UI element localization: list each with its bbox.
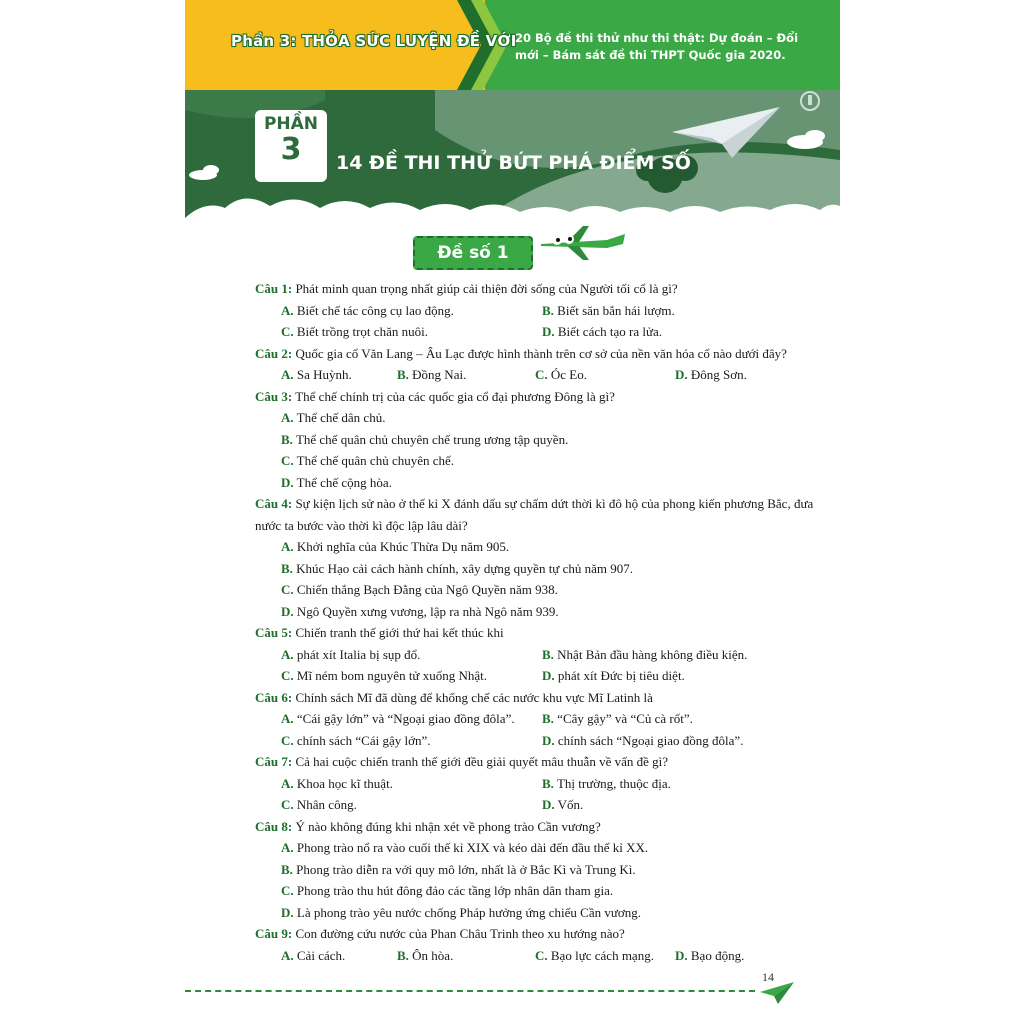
option-text: Óc Eo. xyxy=(550,367,587,382)
option-text: Ôn hòa. xyxy=(412,947,454,963)
option-text: Bạo lực cách mạng. xyxy=(550,947,654,963)
answer-option xyxy=(255,665,535,687)
option-text: Nhân công. xyxy=(296,797,357,812)
option-key: B. xyxy=(397,947,409,963)
option-key: A. xyxy=(281,367,294,382)
question-stem xyxy=(255,493,815,536)
option-text: Khoa học kĩ thuật. xyxy=(296,775,393,791)
option-text: Nhật Bản đầu hàng không điều kiện. xyxy=(557,646,748,662)
option-row xyxy=(255,601,815,623)
option-row xyxy=(255,321,815,343)
question-label: Câu 3: xyxy=(255,388,293,404)
question-item xyxy=(255,816,815,924)
answer-option xyxy=(255,837,648,859)
option-key: B. xyxy=(542,711,554,726)
option-key: B. xyxy=(542,646,554,662)
option-text: Cải cách. xyxy=(296,947,346,963)
answer-option xyxy=(255,321,535,343)
option-key: C. xyxy=(281,732,294,748)
question-label: Câu 2: xyxy=(255,345,293,361)
option-key: B. xyxy=(281,861,293,877)
question-text: Quốc gia cổ Văn Lang – Âu Lạc được hình thành trên cơ sở của nền văn hóa cổ nào dưới đây? xyxy=(295,345,787,361)
option-key: D. xyxy=(542,797,555,812)
question-label: Câu 7: xyxy=(255,754,293,769)
option-key: D. xyxy=(281,904,294,920)
option-key: D. xyxy=(675,367,688,382)
option-row xyxy=(255,880,815,902)
option-key: C. xyxy=(281,797,294,812)
question-item xyxy=(255,278,815,343)
question-stem xyxy=(255,687,815,709)
answer-option xyxy=(255,859,636,881)
option-key: B. xyxy=(281,431,293,447)
book-page xyxy=(185,0,840,1024)
option-key: A. xyxy=(281,840,294,855)
question-stem xyxy=(255,816,815,838)
question-stem xyxy=(255,343,815,365)
option-key: A. xyxy=(281,947,294,963)
option-row xyxy=(255,644,815,666)
footer-dashed-line xyxy=(185,990,755,992)
question-text: Sự kiện lịch sử nào ở thế kỉ X đánh dấu sự chấm dứt thời kì đô hộ của phong kiến phương Bắc, đưa nước ta bước vào thời kì độc lập lâu dài? xyxy=(255,496,814,533)
answer-option xyxy=(255,708,535,730)
page-number: 14 xyxy=(762,970,774,984)
option-text: Phong trào nổ ra vào cuối thế kỉ XIX và kéo dài đến đầu thế kỉ XX. xyxy=(296,840,649,855)
question-list xyxy=(255,278,815,966)
answer-option xyxy=(255,429,568,451)
option-row xyxy=(255,837,815,859)
answer-option xyxy=(255,579,558,601)
option-text: Biết chế tác công cụ lao động. xyxy=(296,302,454,318)
option-key: C. xyxy=(281,668,294,683)
answer-option xyxy=(255,300,535,322)
question-text: Phát minh quan trọng nhất giúp cải thiện đời sống của Người tối cổ là gì? xyxy=(295,281,678,296)
hero-title: 14 ĐỀ THI THỬ BỨT PHÁ ĐIỂM SỐ xyxy=(336,152,691,174)
option-row xyxy=(255,945,815,967)
option-key: A. xyxy=(281,646,294,662)
option-text: Thể chế cộng hòa. xyxy=(296,474,392,490)
answer-option xyxy=(255,945,395,967)
question-item xyxy=(255,493,815,622)
option-text: Thể chế dân chủ. xyxy=(296,410,386,425)
option-row xyxy=(255,300,815,322)
question-stem xyxy=(255,278,815,300)
option-text: Phong trào diễn ra với quy mô lớn, nhất là ở Bắc Kì và Trung Kì. xyxy=(296,861,636,877)
part-badge xyxy=(255,110,327,182)
option-text: Biết cách tạo ra lửa. xyxy=(557,324,663,339)
banner-subtitle: 20 Bộ đề thi thử như thi thật: Dự đoán – Đổi mới – Bám sát đề thi THPT Quốc gia 2020. xyxy=(515,31,799,62)
answer-option xyxy=(535,773,815,795)
option-text: Vốn. xyxy=(557,797,584,812)
option-key: A. xyxy=(281,302,294,318)
banner-title: Phần 3: THỎA SỨC LUYỆN ĐỀ VỚI xyxy=(231,32,517,50)
option-row xyxy=(255,773,815,795)
option-key: A. xyxy=(281,539,294,554)
question-item xyxy=(255,343,815,386)
answer-option xyxy=(395,945,535,967)
trophy-icon xyxy=(797,90,823,114)
option-text: Bạo động. xyxy=(690,947,745,963)
question-stem xyxy=(255,923,815,945)
option-key: C. xyxy=(535,367,548,382)
question-stem xyxy=(255,622,815,644)
answer-option xyxy=(255,880,613,902)
answer-option xyxy=(535,364,675,386)
answer-option xyxy=(675,945,815,967)
question-label: Câu 6: xyxy=(255,689,293,705)
option-text: “Cây gậy” và “Củ cà rốt”. xyxy=(557,711,693,726)
question-text: Con đường cứu nước của Phan Châu Trinh theo xu hướng nào? xyxy=(295,926,625,941)
question-text: Chính sách Mĩ đã dùng để khống chế các nước khu vực Mĩ Latinh là xyxy=(295,689,653,705)
question-item xyxy=(255,751,815,816)
option-key: C. xyxy=(281,582,294,597)
part-number: 3 xyxy=(280,132,302,167)
answer-option xyxy=(255,730,535,752)
question-label: Câu 4: xyxy=(255,496,293,511)
option-row xyxy=(255,407,815,429)
header-banner xyxy=(185,0,840,90)
question-text: Chiến tranh thế giới thứ hai kết thúc khi xyxy=(295,625,504,640)
question-label: Câu 8: xyxy=(255,818,293,834)
jet-plane-icon xyxy=(537,226,627,262)
answer-option xyxy=(255,644,535,666)
option-key: A. xyxy=(281,410,294,425)
option-row xyxy=(255,558,815,580)
option-row xyxy=(255,902,815,924)
option-key: C. xyxy=(535,947,548,963)
option-text: Biết săn bắn hái lượm. xyxy=(557,302,675,318)
answer-option xyxy=(535,945,675,967)
option-row xyxy=(255,429,815,451)
option-key: B. xyxy=(542,775,554,791)
option-text: Thị trường, thuộc địa. xyxy=(556,775,671,791)
option-row xyxy=(255,364,815,386)
option-key: C. xyxy=(281,324,294,339)
option-text: Đồng Nai. xyxy=(412,367,467,382)
option-text: Ngô Quyền xưng vương, lập ra nhà Ngô năm 939. xyxy=(296,603,559,619)
option-text: Chiến thắng Bạch Đằng của Ngô Quyền năm 938. xyxy=(296,582,558,597)
option-row xyxy=(255,665,815,687)
option-key: D. xyxy=(281,474,294,490)
question-text: Thể chế chính trị của các quốc gia cổ đại phương Đông là gì? xyxy=(295,388,615,404)
answer-option xyxy=(255,773,535,795)
question-text: Cả hai cuộc chiến tranh thế giới đều giải quyết mâu thuẫn về vấn đề gì? xyxy=(295,754,669,769)
part-label: PHẦN xyxy=(263,114,319,134)
answer-option xyxy=(535,665,815,687)
answer-option xyxy=(255,558,633,580)
option-key: C. xyxy=(281,883,294,898)
option-row xyxy=(255,579,815,601)
option-key: B. xyxy=(542,302,554,318)
option-key: A. xyxy=(281,775,294,791)
answer-option xyxy=(535,644,815,666)
option-key: C. xyxy=(281,453,294,468)
option-text: Thể chế quân chủ chuyên chế trung ương tập quyền. xyxy=(295,431,569,447)
answer-option xyxy=(535,300,815,322)
option-text: “Cái gậy lớn” và “Ngoại giao đồng đôla”. xyxy=(296,711,515,726)
option-text: Biết trồng trọt chăn nuôi. xyxy=(296,324,428,339)
answer-option xyxy=(255,536,509,558)
option-key: D. xyxy=(281,603,294,619)
option-text: chính sách “Cái gậy lớn”. xyxy=(296,732,431,748)
answer-option xyxy=(255,794,535,816)
exam-number-tag: Đề số 1 xyxy=(413,236,533,270)
option-text: phát xít Đức bị tiêu diệt. xyxy=(557,668,685,683)
option-key: A. xyxy=(281,711,294,726)
option-key: D. xyxy=(675,947,688,963)
question-label: Câu 5: xyxy=(255,625,293,640)
question-item xyxy=(255,687,815,752)
option-row xyxy=(255,472,815,494)
answer-option xyxy=(535,708,815,730)
option-row xyxy=(255,859,815,881)
answer-option xyxy=(535,730,815,752)
option-text: Khởi nghĩa của Khúc Thừa Dụ năm 905. xyxy=(296,539,510,554)
option-row xyxy=(255,450,815,472)
paper-plane-footer-icon xyxy=(760,982,794,1004)
answer-option xyxy=(255,450,454,472)
answer-option xyxy=(255,472,392,494)
answer-option xyxy=(255,601,559,623)
question-label: Câu 1: xyxy=(255,281,293,296)
question-stem xyxy=(255,751,815,773)
option-text: Đông Sơn. xyxy=(690,367,747,382)
option-text: Mĩ ném bom nguyên tử xuống Nhật. xyxy=(296,668,488,683)
option-text: chính sách “Ngoại giao đồng đôla”. xyxy=(557,732,744,748)
question-item xyxy=(255,923,815,966)
option-key: B. xyxy=(397,367,409,382)
answer-option xyxy=(535,321,815,343)
answer-option xyxy=(255,902,641,924)
option-text: phát xít Italia bị sụp đổ. xyxy=(296,646,421,662)
option-row xyxy=(255,794,815,816)
option-text: Thể chế quân chủ chuyên chế. xyxy=(296,453,455,468)
option-key: D. xyxy=(542,668,555,683)
question-text: Ý nào không đúng khi nhận xét về phong trào Cần vương? xyxy=(295,818,601,834)
question-item xyxy=(255,386,815,494)
option-text: Phong trào thu hút đông đảo các tầng lớp nhân dân tham gia. xyxy=(296,883,614,898)
option-row xyxy=(255,708,815,730)
answer-option xyxy=(535,794,815,816)
option-text: Sa Huỳnh. xyxy=(296,367,352,382)
answer-option xyxy=(395,364,535,386)
option-key: B. xyxy=(281,560,293,576)
question-item xyxy=(255,622,815,687)
answer-option xyxy=(255,364,395,386)
option-row xyxy=(255,730,815,752)
answer-option xyxy=(255,407,385,429)
option-row xyxy=(255,536,815,558)
question-label: Câu 9: xyxy=(255,926,293,941)
answer-option xyxy=(675,364,815,386)
option-key: D. xyxy=(542,324,555,339)
option-key: D. xyxy=(542,732,555,748)
question-stem xyxy=(255,386,815,408)
option-text: Khúc Hạo cải cách hành chính, xây dựng quyền tự chủ năm 907. xyxy=(296,560,633,576)
option-text: Là phong trào yêu nước chống Pháp hưởng ứng chiếu Cần vương. xyxy=(296,904,642,920)
